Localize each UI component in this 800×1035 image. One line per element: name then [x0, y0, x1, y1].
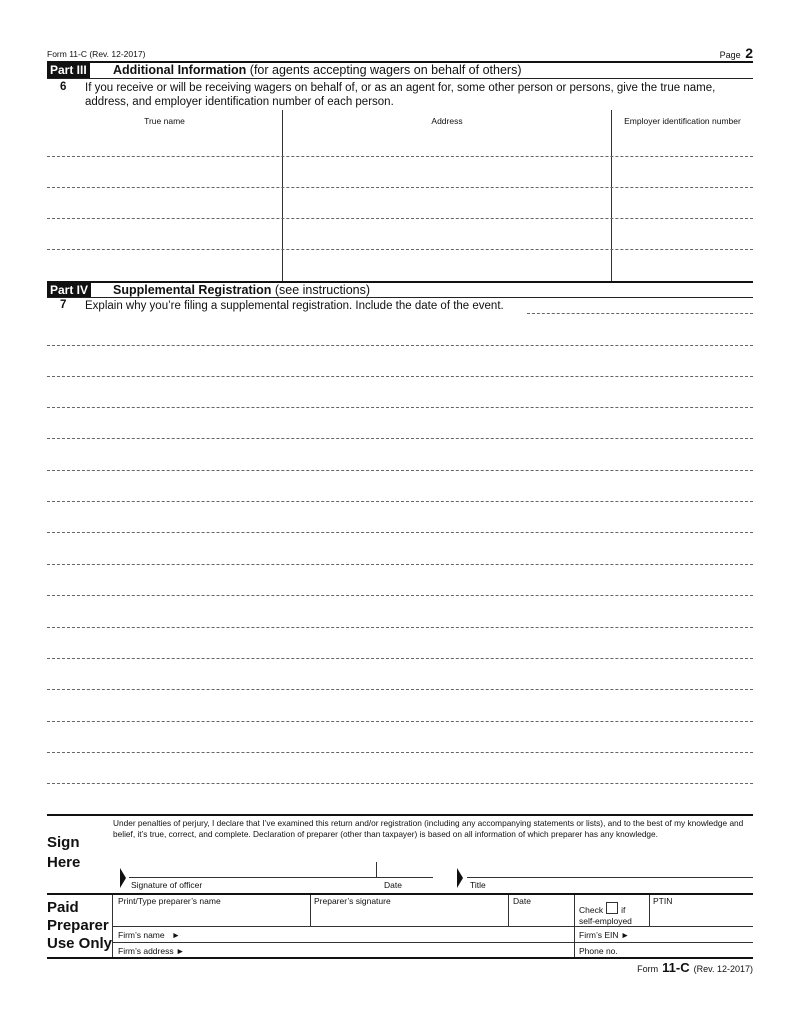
- firm-address-arrow-icon: ►: [175, 946, 185, 956]
- firm-ein-arrow-icon: ►: [620, 930, 630, 940]
- line6-instructions: If you receive or will be receiving wagers on behalf of, or as an agent for, some other person or persons, give the true name, address, and employer identification number of each person.: [85, 82, 716, 108]
- preparer-date-label: Date: [513, 896, 531, 906]
- signature-of-officer-label: Signature of officer: [131, 880, 203, 890]
- part3-badge: Part III: [47, 63, 90, 78]
- officer-title-field[interactable]: [467, 862, 753, 877]
- part3-title-rule: [47, 78, 753, 79]
- firm-name-label: [118, 930, 180, 940]
- firm-address-field[interactable]: [190, 943, 573, 957]
- page-label: Page: [719, 50, 741, 60]
- firm-address-label: [118, 946, 184, 956]
- true-name-field-2[interactable]: [47, 158, 281, 186]
- firm-name-arrow-icon: ►: [171, 930, 181, 940]
- table-row-divider: [47, 249, 753, 250]
- ein-field-2[interactable]: [612, 158, 753, 186]
- signature-date-field[interactable]: [377, 862, 433, 877]
- phone-label: Phone no.: [579, 946, 618, 956]
- ptin-label: PTIN: [653, 896, 673, 906]
- line6-number: 6: [60, 81, 67, 93]
- explanation-line: [47, 752, 753, 753]
- phone-field[interactable]: [620, 943, 753, 957]
- title-label: Title: [470, 880, 486, 890]
- firm-name-text: Firm’s name: [118, 930, 165, 940]
- sign-here-line1: Sign: [47, 834, 80, 851]
- column-header-true-name: True name: [144, 116, 185, 126]
- part3-title-rest: (for agents accepting wagers on behalf of others): [246, 63, 522, 77]
- line7-explanation-textarea[interactable]: [47, 314, 753, 784]
- firm-address-text: Firm’s address: [118, 946, 174, 956]
- page-indicator: [720, 45, 753, 61]
- check-label: Check: [579, 905, 604, 915]
- explanation-line: [47, 658, 753, 659]
- footer-form-id: [637, 960, 753, 975]
- line7-number: 7: [60, 299, 67, 311]
- part4-title-bold: Supplemental Registration: [113, 283, 272, 297]
- explanation-line: [47, 627, 753, 628]
- preparer-name-label: Print/Type preparer’s name: [118, 896, 221, 906]
- column-header-address: Address: [431, 116, 463, 126]
- firm-ein-field[interactable]: [640, 927, 753, 941]
- sign-section-top-rule: [47, 814, 753, 816]
- part4-title: [113, 283, 370, 297]
- explanation-line: [47, 470, 753, 471]
- part4-title-rest: (see instructions): [271, 283, 371, 297]
- line7-instructions: Explain why you’re filing a supplemental registration. Include the date of the event.: [85, 300, 504, 312]
- address-field-2[interactable]: [283, 158, 610, 186]
- preparer-signature-field[interactable]: [311, 906, 507, 925]
- ein-field-4[interactable]: [612, 220, 753, 248]
- true-name-field-3[interactable]: [47, 189, 281, 217]
- firm-ein-text: Firm’s EIN: [579, 930, 619, 940]
- footer-form-number: 11-C: [662, 960, 690, 975]
- explanation-line: [47, 564, 753, 565]
- table-row-divider: [47, 187, 753, 188]
- preparer-name-field[interactable]: [114, 906, 309, 925]
- explanation-line: [47, 501, 753, 502]
- part3-title-bold: Additional Information: [113, 63, 247, 77]
- title-arrow-icon: [457, 868, 463, 888]
- true-name-field-4[interactable]: [47, 220, 281, 248]
- sign-arrow-icon: [120, 868, 126, 888]
- preparer-signature-label: Preparer’s signature: [314, 896, 391, 906]
- preparer-section-top-rule: [47, 893, 753, 895]
- line7-explanation-field-start[interactable]: [527, 299, 753, 312]
- form-identifier: Form 11-C (Rev. 12-2017): [47, 49, 146, 59]
- explanation-line: [47, 438, 753, 439]
- explanation-line: [47, 345, 753, 346]
- footer-form-word: Form: [637, 964, 659, 974]
- sign-here-line2: Here: [47, 854, 81, 871]
- table-row-divider: [47, 218, 753, 219]
- check-if-label: if: [621, 905, 626, 915]
- explanation-line: [47, 376, 753, 377]
- explanation-line: [47, 783, 753, 784]
- firm-name-field[interactable]: [190, 927, 573, 941]
- part4-title-rule: [47, 297, 753, 298]
- ptin-field[interactable]: [650, 906, 753, 925]
- officer-signature-field[interactable]: [129, 862, 375, 877]
- page-number: 2: [745, 45, 753, 61]
- signature-date-label: Date: [384, 880, 402, 890]
- ein-field-1[interactable]: [612, 128, 753, 156]
- explanation-line: [47, 595, 753, 596]
- preparer-date-field[interactable]: [509, 906, 573, 925]
- explanation-line: [47, 532, 753, 533]
- address-field-1[interactable]: [283, 128, 610, 156]
- signature-line: [129, 877, 433, 878]
- self-employed-check-group: [579, 902, 632, 927]
- title-line: [467, 877, 753, 878]
- part3-title: [113, 63, 522, 77]
- table-row-divider: [47, 156, 753, 157]
- explanation-line: [47, 407, 753, 408]
- paid-preparer-label: [47, 899, 112, 953]
- ein-field-3[interactable]: [612, 189, 753, 217]
- self-employed-label: self-employed: [579, 916, 632, 926]
- sign-here-label: [47, 833, 80, 873]
- self-employed-checkbox[interactable]: [606, 902, 618, 914]
- footer-revision: (Rev. 12-2017): [693, 964, 753, 974]
- explanation-line: [47, 721, 753, 722]
- column-header-ein: Employer identification number: [624, 116, 741, 126]
- preparer-section-bottom-rule: [47, 957, 753, 959]
- firm-ein-label: [579, 930, 629, 940]
- perjury-declaration: Under penalties of perjury, I declare that I’ve examined this return and/or registration (including any accompanying statements or lists), and to the best of my knowledge and belief, it’s true, correct, and complete. Declaration of preparer (other than taxpayer) is based on all information of which preparer has any knowledge.: [113, 818, 744, 839]
- explanation-line: [47, 689, 753, 690]
- address-field-4[interactable]: [283, 220, 610, 248]
- part4-badge: Part IV: [47, 283, 91, 298]
- paid-preparer-line1: Paid: [47, 899, 79, 916]
- signature-date-divider: [376, 862, 377, 877]
- true-name-field-1[interactable]: [47, 128, 281, 156]
- paid-preparer-line3: Use Only: [47, 935, 113, 952]
- paid-preparer-line2: Preparer: [47, 917, 109, 934]
- address-field-3[interactable]: [283, 189, 610, 217]
